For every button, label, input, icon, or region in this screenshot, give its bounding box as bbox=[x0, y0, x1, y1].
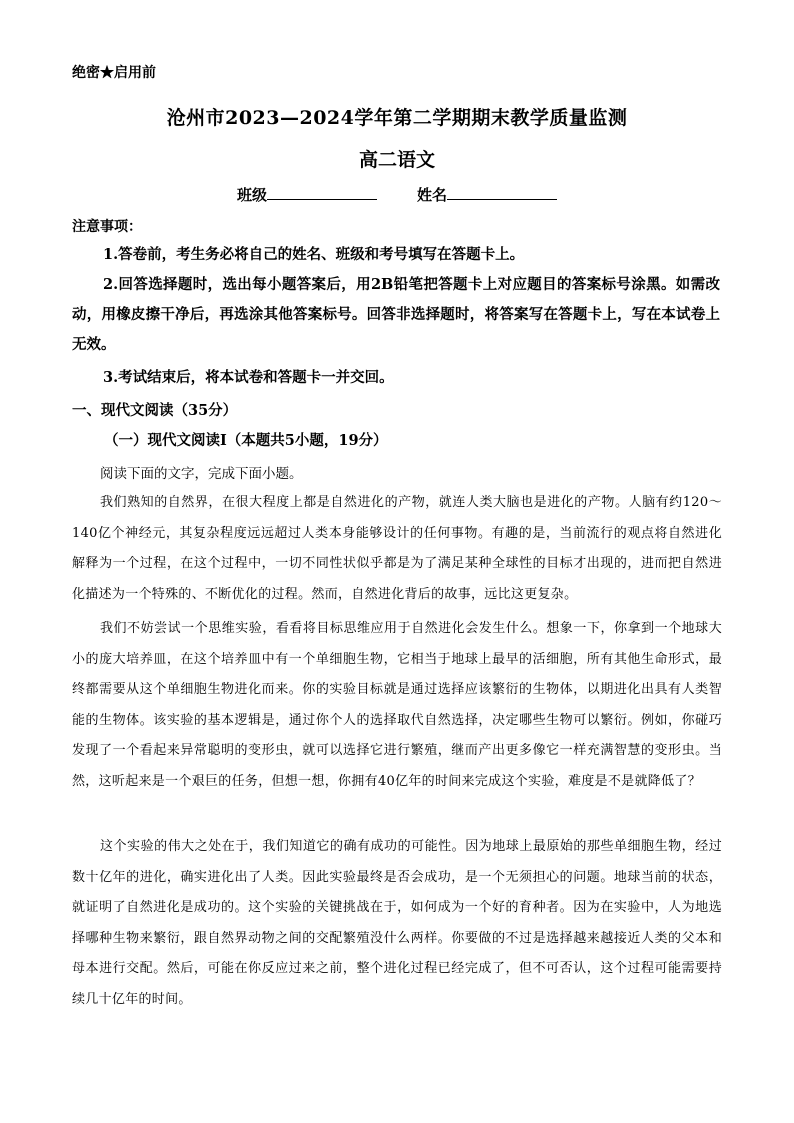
notice-item: 3.考试结束后，将本试卷和答题卡一并交回。 bbox=[103, 369, 394, 386]
notice-heading: 注意事项： bbox=[72, 219, 142, 235]
name-label: 姓名 bbox=[417, 186, 448, 204]
page-subtitle: 高二语文 bbox=[358, 149, 435, 171]
notice-item: 1.答卷前，考生务必将自己的姓名、班级和考号填写在答题卡上。 bbox=[103, 246, 525, 263]
student-info-fields bbox=[0, 184, 794, 205]
reading-instruction: 阅读下面的文字，完成下面小题。 bbox=[100, 466, 303, 482]
passage-paragraph: 我们不妨尝试一个思维实验，看看将目标思维应用于自然进化会发生什么。想象一下，你拿到一个地球大小的庞大培养皿，在这个培养皿中有一个单细胞生物，它相当于地球上最早的活细胞，所有其他生命形式，最终都需要从这个单细胞生物进化而来。你的实验目标就是通过选择应该繁衍的生物体，以期进化出具有人类智能的生物体。该实验的基本逻辑是，通过你个人的选择取代自然选择，决定哪些生物可以繁衍。例如，你碰巧发现了一个看起来异常聪明的变形虫，就可以选择它进行繁殖，继而产出更多像它一样充满智慧的变形虫。当然，这听起来是一个艰巨的任务，但想一想，你拥有40亿年的时间来完成这个实验，难度是不是就降低了？ bbox=[72, 621, 722, 789]
section-title: 一、现代文阅读（35分） bbox=[72, 402, 238, 419]
passage-paragraph: 这个实验的伟大之处在于，我们知道它的确有成功的可能性。因为地球上最原始的那些单细胞生物，经过数十亿年的进化，确实进化出了人类。因此实验最终是否会成功，是一个无须担心的问题。地球当前的状态，就证明了自然进化是成功的。这个实验的关键挑战在于，如何成为一个好的育种者。因为在实验中，人为地选择哪种生物来繁衍，跟自然界动物之间的交配繁殖没什么两样。你要做的不过是选择越来越接近人类的父本和母本进行交配。然后，可能在你反应过来之前，整个进化过程已经完成了，但不可否认，这个过程可能需要持续几十亿年的时间。 bbox=[72, 839, 722, 1007]
page-title: 沧州市2023—2024学年第二学期期末教学质量监测 bbox=[166, 107, 628, 129]
section-subtitle: （一）现代文阅读Ⅰ（本题共5小题，19分） bbox=[104, 432, 388, 449]
notice-item: 2.回答选择题时，选出每小题答案后，用2B铅笔把答题卡上对应题目的答案标号涂黑。如需改动，用橡皮擦干净后，再选涂其他答案标号。回答非选择题时，将答案写在答题卡上，写在本试卷上无效。 bbox=[72, 276, 720, 353]
passage-paragraph: 我们熟知的自然界，在很大程度上都是自然进化的产物，就连人类大脑也是进化的产物。人脑有约120～140亿个神经元，其复杂程度远远超过人类本身能够设计的任何事物。有趣的是，当前流行的观点将自然进化解释为一个过程，在这个过程中，一切不同性状似乎都是为了满足某种全球性的目标才出现的，进而把自然进化描述为一个特殊的、不断优化的过程。然而，自然进化背后的故事，远比这更复杂。 bbox=[72, 495, 722, 602]
secret-label: 绝密★启用前 bbox=[72, 65, 156, 81]
class-label: 班级 bbox=[236, 186, 267, 204]
class-blank[interactable] bbox=[267, 185, 377, 200]
name-blank[interactable] bbox=[447, 185, 557, 200]
